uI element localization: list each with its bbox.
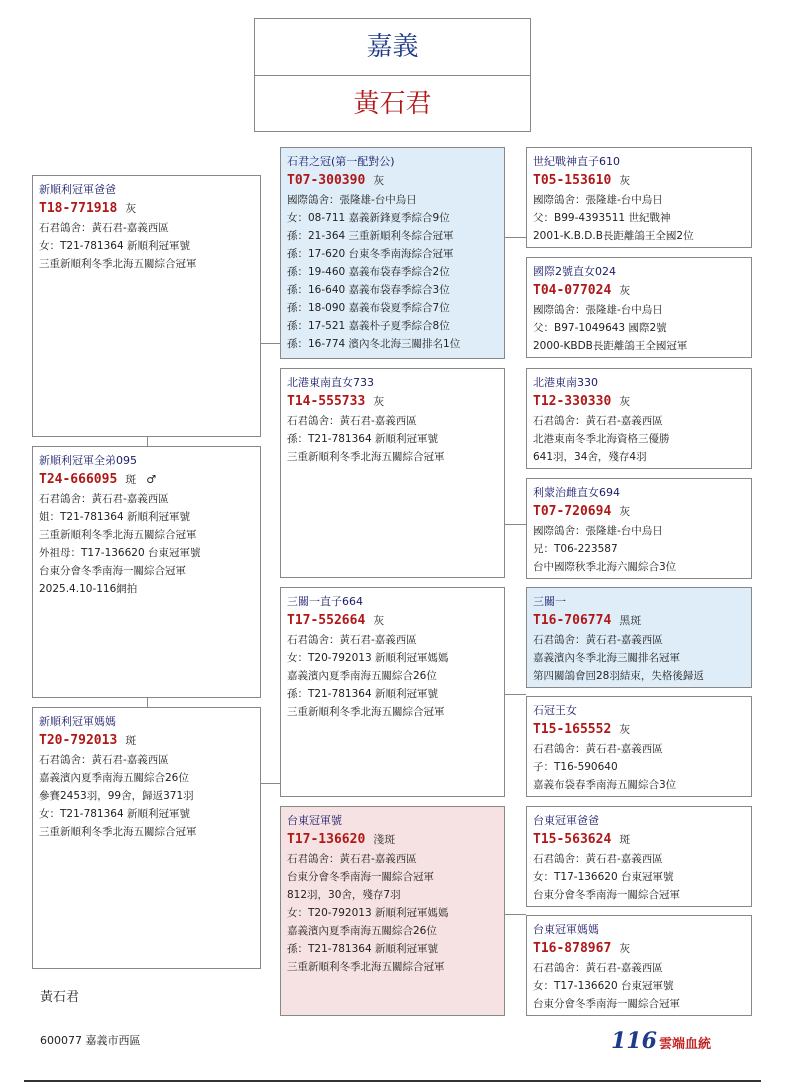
info-line: 台東分會冬季南海一關綜合冠軍 — [533, 889, 680, 901]
ring-number: T24-666095 — [39, 472, 118, 487]
feather-color: 灰 — [619, 284, 631, 297]
info-line: 國際鴿舍：張隆雄-台中烏日 — [533, 194, 663, 206]
ddd-card[interactable] — [526, 915, 752, 1016]
info-line: 孫：16-774 濱內冬北海三關排名1位 — [287, 338, 461, 350]
info-line: 第四關鴿會回28羽結束，失格後歸返 — [533, 670, 704, 682]
info-line: 641羽，34舍，殘存4羽 — [533, 451, 647, 463]
info-line: 女：08-711 嘉義新鋒夏季綜合9位 — [287, 212, 450, 224]
info-line: 女：T21-781364 新順利冠軍號 — [39, 240, 190, 252]
feather-color: 灰 — [619, 723, 631, 736]
info-line: 三重新順利冬季北海五關綜合冠軍 — [39, 258, 197, 270]
info-line: 2000-KBDB長距離鴿王全國冠軍 — [533, 340, 688, 352]
connector — [261, 783, 280, 784]
pigeon-name: 台東冠軍號 — [287, 814, 342, 827]
info-line: 國際鴿舍：張隆雄-台中烏日 — [287, 194, 417, 206]
connector — [147, 698, 148, 707]
pigeon-name: 三關一 — [533, 595, 566, 608]
info-line: 三重新順利冬季北海五關綜合冠軍 — [287, 961, 445, 973]
connector — [261, 343, 280, 344]
info-line: 國際鴿舍：張隆雄-台中烏日 — [533, 304, 663, 316]
info-line: 嘉義濱內夏季南海五關綜合26位 — [287, 670, 437, 682]
info-line: 石君鴿舍：黃石君-嘉義西區 — [533, 743, 663, 755]
feather-color: 淺斑 — [373, 833, 396, 846]
connector — [147, 437, 148, 446]
sds-card[interactable] — [526, 368, 752, 469]
ring-number: T17-136620 — [287, 832, 366, 847]
pigeon-name: 新順利冠軍媽媽 — [39, 715, 116, 728]
pigeon-name: 北港東南330 — [533, 376, 598, 389]
ring-number: T16-706774 — [533, 613, 612, 628]
info-line: 三重新順利冬季北海五關綜合冠軍 — [39, 529, 197, 541]
info-line: 孫：18-090 嘉義布袋夏季綜合7位 — [287, 302, 450, 314]
info-line: 台中國際秋季北海六關綜合3位 — [533, 561, 677, 573]
info-line: 嘉義濱內夏季南海五關綜合26位 — [287, 925, 437, 937]
info-line: 女：T21-781364 新順利冠軍號 — [39, 808, 190, 820]
info-line: 嘉義布袋春季南海五關綜合3位 — [533, 779, 677, 791]
info-line: 北港東南冬季北海資格三優勝 — [533, 433, 670, 445]
info-line: 三重新順利冬季北海五關綜合冠軍 — [39, 826, 197, 838]
info-line: 嘉義濱內冬季北海三關排名冠軍 — [533, 652, 680, 664]
male-icon: ♂ — [146, 473, 157, 486]
info-line: 孫：21-364 三重新順利冬綜合冠軍 — [287, 230, 454, 242]
pigeon-name: 台東冠軍爸爸 — [533, 814, 599, 827]
ring-number: T20-792013 — [39, 733, 118, 748]
feather-color: 灰 — [619, 174, 631, 187]
feather-color: 灰 — [619, 505, 631, 518]
feather-color: 灰 — [619, 942, 631, 955]
pigeon-name: 新順利冠軍爸爸 — [39, 183, 116, 196]
info-line: 國際鴿舍：張隆雄-台中烏日 — [533, 525, 663, 537]
dam-card[interactable] — [32, 707, 261, 969]
info-line: 三重新順利冬季北海五關綜合冠軍 — [287, 706, 445, 718]
connector — [505, 524, 526, 525]
info-line: 孫：T21-781364 新順利冠軍號 — [287, 688, 438, 700]
info-line: 女：T20-792013 新順利冠軍媽媽 — [287, 652, 449, 664]
ring-number: T18-771918 — [39, 201, 118, 216]
pigeon-name: 新順利冠軍全弟095 — [39, 454, 137, 467]
info-line: 812羽，30舍，殘存7羽 — [287, 889, 401, 901]
owner-title: 黃石君 — [353, 89, 432, 119]
info-line: 石君鴿舍：黃石君-嘉義西區 — [533, 634, 663, 646]
info-line: 姐：T21-781364 新順利冠軍號 — [39, 511, 190, 523]
info-line: 三重新順利冬季北海五關綜合冠軍 — [287, 451, 445, 463]
feather-color: 斑 — [619, 833, 631, 846]
ring-number: T15-165552 — [533, 722, 612, 737]
connector — [505, 914, 526, 915]
info-line: 父：B97-1049643 國際2號 — [533, 322, 667, 334]
dam-dam-card[interactable] — [280, 806, 505, 1016]
info-line: 台東分會冬季南海一關綜合冠軍 — [287, 871, 434, 883]
info-line: 子：T16-590640 — [533, 761, 618, 773]
pigeon-name: 北港東南直女733 — [287, 376, 374, 389]
ring-number: T05-153610 — [533, 173, 612, 188]
feather-color: 斑 — [125, 473, 137, 486]
pigeon-name: 利蒙治雌直女694 — [533, 486, 620, 499]
info-line: 參賽2453羽，99舍，歸返371羽 — [39, 790, 194, 802]
info-line: 石君鴿舍：黃石君-嘉義西區 — [39, 754, 169, 766]
pigeon-name: 石君之冠(第一配對公) — [287, 155, 395, 168]
footer-owner: 黃石君 — [40, 990, 80, 1005]
sire-sire-card[interactable] — [280, 147, 505, 359]
ring-number: T07-720694 — [533, 504, 612, 519]
info-line: 2025.4.10-116網拍 — [39, 583, 138, 595]
dam-sire-card[interactable] — [280, 587, 505, 797]
info-line: 孫：19-460 嘉義布袋春季綜合2位 — [287, 266, 450, 278]
info-line: 石君鴿舍：黃石君-嘉義西區 — [533, 415, 663, 427]
pigeon-name: 三關一直子664 — [287, 595, 363, 608]
info-line: 石君鴿舍：黃石君-嘉義西區 — [533, 962, 663, 974]
city-title: 嘉義 — [255, 19, 530, 76]
info-line: 女：T20-792013 新順利冠軍媽媽 — [287, 907, 449, 919]
connector — [505, 237, 526, 238]
info-line: 孫：17-620 台東冬季南海綜合冠軍 — [287, 248, 454, 260]
sire-card[interactable] — [32, 175, 261, 437]
info-line: 孫：T21-781364 新順利冠軍號 — [287, 943, 438, 955]
dsd-card[interactable] — [526, 696, 752, 797]
ring-number: T16-878967 — [533, 941, 612, 956]
logo-text: 雲端血統 — [658, 1037, 711, 1052]
pigeon-name: 國際2號直女024 — [533, 265, 616, 278]
info-line: 女：T17-136620 台東冠軍號 — [533, 871, 674, 883]
info-line: 2001-K.B.D.B長距離鴿王全國2位 — [533, 230, 694, 242]
dds-card[interactable] — [526, 806, 752, 907]
info-line: 石君鴿舍：黃石君-嘉義西區 — [39, 493, 169, 505]
info-line: 石君鴿舍：黃石君-嘉義西區 — [287, 853, 417, 865]
info-line: 石君鴿舍：黃石君-嘉義西區 — [287, 415, 417, 427]
feather-color: 灰 — [373, 614, 385, 627]
ring-number: T04-077024 — [533, 283, 612, 298]
logo-number: 116 — [611, 1028, 657, 1054]
sdd-card[interactable] — [526, 478, 752, 579]
info-line: 台東分會冬季南海一關綜合冠軍 — [533, 998, 680, 1010]
info-line: 孫：17-521 嘉義朴子夏季綜合8位 — [287, 320, 450, 332]
connector — [505, 694, 526, 695]
feather-color: 黑斑 — [619, 614, 642, 627]
feather-color: 斑 — [125, 734, 137, 747]
pigeon-name: 台東冠軍媽媽 — [533, 923, 599, 936]
feather-color: 灰 — [373, 395, 385, 408]
pigeon-name: 世紀戰神直子610 — [533, 155, 620, 168]
ring-number: T17-552664 — [287, 613, 366, 628]
ssd-card[interactable] — [526, 257, 752, 358]
subject-card[interactable] — [32, 446, 261, 698]
brand-logo[interactable] — [611, 1028, 711, 1054]
info-line: 女：T17-136620 台東冠軍號 — [533, 980, 674, 992]
info-line: 孫：T21-781364 新順利冠軍號 — [287, 433, 438, 445]
sss-card[interactable] — [526, 147, 752, 248]
pedigree-header — [254, 18, 531, 132]
sire-dam-card[interactable] — [280, 368, 505, 578]
info-line: 兄：T06-223587 — [533, 543, 618, 555]
info-line: 父：B99-4393511 世紀戰神 — [533, 212, 671, 224]
info-line: 嘉義濱內夏季南海五關綜合26位 — [39, 772, 189, 784]
pigeon-name: 石冠王女 — [533, 704, 577, 717]
info-line: 石君鴿舍：黃石君-嘉義西區 — [533, 853, 663, 865]
info-line: 台東分會冬季南海一關綜合冠軍 — [39, 565, 186, 577]
info-line: 孫：16-640 嘉義布袋春季綜合3位 — [287, 284, 450, 296]
bottom-divider — [24, 1080, 761, 1082]
feather-color: 灰 — [125, 202, 137, 215]
ring-number: T15-563624 — [533, 832, 612, 847]
info-line: 外祖母：T17-136620 台東冠軍號 — [39, 547, 201, 559]
feather-color: 灰 — [373, 174, 385, 187]
ring-number: T14-555733 — [287, 394, 366, 409]
info-line: 石君鴿舍：黃石君-嘉義西區 — [39, 222, 169, 234]
dss-card[interactable] — [526, 587, 752, 688]
info-line: 石君鴿舍：黃石君-嘉義西區 — [287, 634, 417, 646]
ring-number: T07-300390 — [287, 173, 366, 188]
ring-number: T12-330330 — [533, 394, 612, 409]
footer-address: 600077 嘉義市西區 — [40, 1034, 141, 1047]
feather-color: 灰 — [619, 395, 631, 408]
